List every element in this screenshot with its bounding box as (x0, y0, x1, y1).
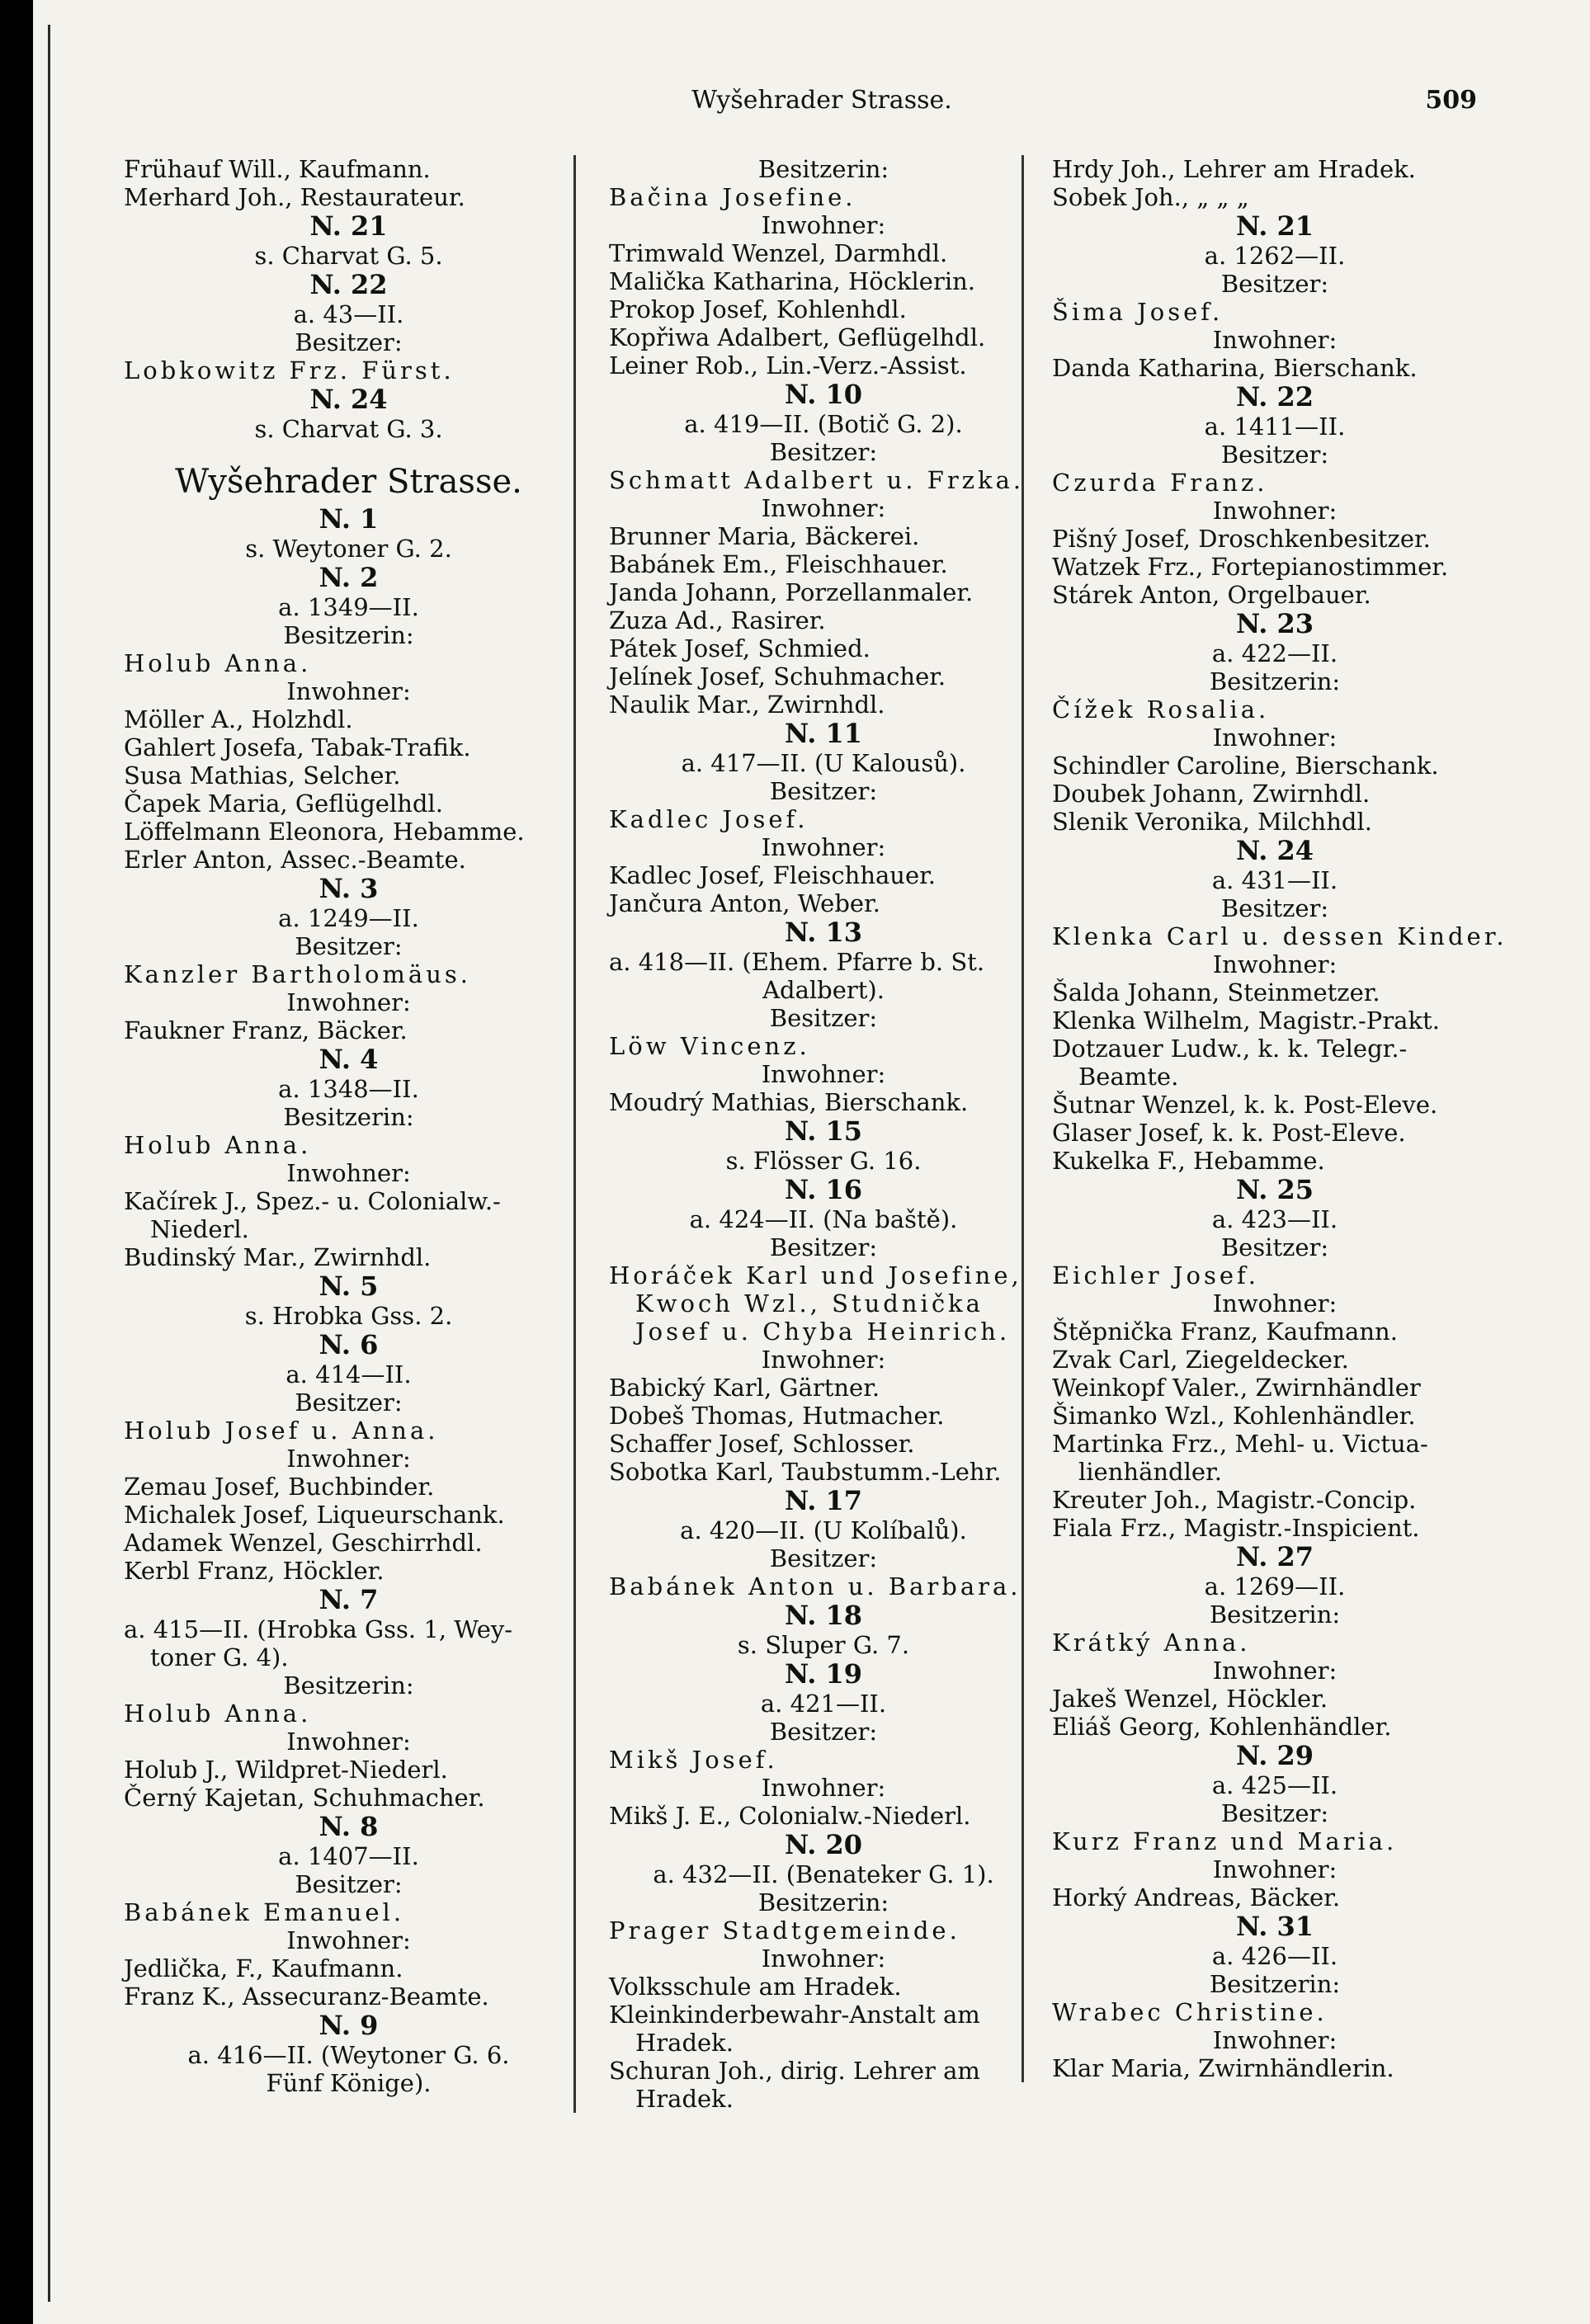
directory-line: Kerbl Franz, Höckler. (124, 1557, 385, 1585)
directory-line: lienhändler. (1078, 1458, 1222, 1486)
directory-line: Löffelmann Eleonora, Hebamme. (124, 818, 525, 846)
directory-line: Hradek. (635, 2085, 734, 2113)
directory-line: Inwohner: (1212, 950, 1338, 978)
directory-line: Erler Anton, Assec.-Beamte. (124, 846, 466, 874)
directory-line: Zvak Carl, Ziegeldecker. (1052, 1346, 1349, 1374)
directory-line: Möller A., Holzhdl. (124, 705, 353, 733)
directory-line: Inwohner: (1212, 497, 1338, 525)
directory-line: Besitzerin: (1209, 667, 1341, 695)
column-2-lines (576, 155, 1038, 2113)
directory-line: Zuza Ad., Rasirer. (609, 606, 826, 634)
directory-line: Kadlec Josef. (609, 805, 809, 833)
directory-line: Klenka Wilhelm, Magistr.-Prakt. (1052, 1006, 1440, 1035)
directory-line: Štěpnička Franz, Kaufmann. (1052, 1318, 1398, 1346)
directory-line: a. 418—II. (Ehem. Pfarre b. St. (609, 948, 985, 976)
house-number: N. 19 (784, 1658, 862, 1690)
directory-line: Hradek. (635, 2029, 734, 2057)
directory-line: Babický Karl, Gärtner. (609, 1374, 880, 1402)
directory-line: Sobotka Karl, Taubstumm.-Lehr. (609, 1458, 1002, 1486)
directory-line: Pátek Josef, Schmied. (609, 634, 870, 662)
directory-line: Babánek Emanuel. (124, 1898, 405, 1926)
column-1-lines (124, 155, 573, 2097)
house-number: N. 10 (784, 379, 862, 410)
directory-line: Kanzler Bartholomäus. (124, 960, 471, 988)
directory-line: Moudrý Mathias, Bierschank. (609, 1088, 969, 1116)
directory-line: a. 421—II. (760, 1690, 887, 1718)
directory-line: Besitzerin: (1209, 1600, 1341, 1629)
directory-line: Stárek Anton, Orgelbauer. (1052, 581, 1371, 609)
directory-line: Naulik Mar., Zwirnhdl. (609, 691, 885, 719)
running-header-title: Wyšehrader Strasse. (691, 86, 952, 115)
directory-line: Besitzer: (769, 1004, 878, 1032)
directory-line: Malička Katharina, Höcklerin. (609, 267, 976, 295)
directory-line: Trimwald Wenzel, Darmhdl. (609, 239, 948, 267)
directory-line: Josef u. Chyba Heinrich. (635, 1318, 1011, 1346)
directory-line: a. 1262—II. (1204, 242, 1346, 270)
directory-line: Inwohner: (1212, 1657, 1338, 1685)
directory-line: Glaser Josef, k. k. Post-Eleve. (1052, 1119, 1406, 1147)
house-number: N. 31 (1235, 1911, 1314, 1942)
directory-line: Inwohner: (761, 211, 886, 239)
section-heading: Wyšehrader Strasse. (175, 463, 522, 501)
house-number: N. 3 (318, 873, 379, 904)
directory-line: Mikš J. E., Colonialw.-Niederl. (609, 1802, 971, 1830)
directory-line: Schmatt Adalbert u. Frzka. (609, 466, 1025, 494)
directory-line: Volksschule am Hradek. (609, 1973, 902, 2001)
directory-line: Michalek Josef, Liqueurschank. (124, 1501, 505, 1529)
directory-line: Besitzer: (1220, 894, 1329, 922)
page-edge-line (48, 25, 50, 2302)
directory-line: Inwohner: (286, 677, 411, 705)
directory-line: Besitzer: (1220, 1233, 1329, 1261)
directory-line: Janda Johann, Porzellanmaler. (609, 578, 974, 606)
directory-line: Černý Kajetan, Schuhmacher. (124, 1784, 485, 1812)
directory-line: Holub Josef u. Anna. (124, 1417, 439, 1445)
directory-line: Besitzer: (769, 777, 878, 805)
directory-line: a. 414—II. (285, 1360, 412, 1388)
house-number: N. 16 (784, 1174, 862, 1205)
directory-line: Faukner Franz, Bäcker. (124, 1016, 408, 1044)
directory-line: Sobek Joh., „ „ „ (1052, 183, 1249, 211)
directory-line: Besitzerin: (283, 621, 414, 649)
directory-line: a. 1269—II. (1204, 1572, 1346, 1600)
directory-line: Besitzer: (295, 328, 403, 356)
directory-line: Inwohner: (286, 1926, 411, 1954)
directory-line: Inwohner: (1212, 724, 1338, 752)
directory-line: Zemau Josef, Buchbinder. (124, 1473, 435, 1501)
directory-line: Dobeš Thomas, Hutmacher. (609, 1402, 945, 1430)
directory-line: Frühauf Will., Kaufmann. (124, 155, 431, 183)
house-number: N. 27 (1235, 1541, 1314, 1572)
directory-line: Löw Vincenz. (609, 1032, 810, 1060)
directory-line: Kukelka F., Hebamme. (1052, 1147, 1325, 1175)
directory-line: toner G. 4). (150, 1643, 289, 1671)
directory-line: a. 1348—II. (278, 1075, 419, 1103)
directory-line: a. 425—II. (1211, 1771, 1338, 1799)
directory-line: Besitzer: (769, 1718, 878, 1746)
directory-line: a. 43—II. (293, 300, 404, 328)
directory-line: Schaffer Josef, Schlosser. (609, 1430, 915, 1458)
directory-line: Besitzer: (1220, 441, 1329, 469)
directory-line: Besitzer: (1220, 270, 1329, 298)
directory-line: Babánek Anton u. Barbara. (609, 1572, 1021, 1600)
house-number: N. 5 (318, 1270, 379, 1302)
directory-line: a. 415—II. (Hrobka Gss. 1, Wey- (124, 1615, 513, 1643)
directory-line: Merhard Joh., Restaurateur. (124, 183, 465, 211)
directory-line: Inwohner: (761, 1060, 886, 1088)
house-number: N. 11 (784, 718, 862, 749)
directory-line: Prokop Josef, Kohlenhdl. (609, 295, 907, 323)
house-number: N. 9 (318, 2010, 379, 2041)
house-number: N. 2 (318, 562, 379, 593)
directory-line: Franz K., Assecuranz-Beamte. (124, 1982, 489, 2011)
directory-line: Holub Anna. (124, 1699, 312, 1728)
directory-line: Inwohner: (761, 1774, 886, 1802)
column-2 (573, 155, 1054, 2113)
directory-line: s. Charvat G. 5. (254, 242, 443, 270)
house-number: N. 8 (318, 1811, 379, 1842)
directory-line: a. 1349—II. (278, 593, 419, 621)
house-number: N. 6 (318, 1329, 379, 1360)
directory-line: Watzek Frz., Fortepianostimmer. (1052, 553, 1449, 581)
directory-line: Inwohner: (1212, 2026, 1338, 2054)
directory-line: a. 423—II. (1211, 1205, 1338, 1233)
directory-line: Mikš Josef. (609, 1746, 778, 1774)
directory-line: Doubek Johann, Zwirnhdl. (1052, 780, 1371, 808)
directory-line: Šalda Johann, Steinmetzer. (1052, 978, 1380, 1006)
directory-line: Besitzer: (295, 1388, 403, 1417)
directory-line: Slenik Veronika, Milchhdl. (1052, 808, 1372, 836)
directory-line: a. 422—II. (1211, 639, 1338, 667)
house-number: N. 15 (784, 1115, 862, 1147)
directory-line: Inwohner: (286, 1445, 411, 1473)
directory-line: Adalbert). (762, 976, 885, 1004)
directory-line: Hrdy Joh., Lehrer am Hradek. (1052, 155, 1416, 183)
directory-line: Adamek Wenzel, Geschirrhdl. (124, 1529, 483, 1557)
directory-line: Eliáš Georg, Kohlenhändler. (1052, 1713, 1392, 1741)
directory-line: Horáček Karl und Josefine, (609, 1261, 1022, 1289)
directory-line: Kreuter Joh., Magistr.-Concip. (1052, 1486, 1417, 1514)
house-number: N. 22 (309, 269, 388, 300)
directory-line: Jančura Anton, Weber. (609, 889, 880, 917)
house-number: N. 29 (1235, 1740, 1314, 1771)
directory-line: Šima Josef. (1052, 298, 1224, 326)
directory-line: Klar Maria, Zwirnhändlerin. (1052, 2054, 1394, 2082)
directory-line: Holub Anna. (124, 649, 312, 677)
directory-line: Horký Andreas, Bäcker. (1052, 1883, 1341, 1912)
directory-line: s. Flösser G. 16. (725, 1147, 922, 1175)
directory-line: Susa Mathias, Selcher. (124, 761, 401, 790)
directory-line: Kleinkinderbewahr-Anstalt am (609, 2001, 980, 2029)
directory-line: Kopřiwa Adalbert, Geflügelhdl. (609, 323, 986, 351)
directory-line: Holub Anna. (124, 1131, 312, 1159)
directory-line: a. 1407—II. (278, 1842, 419, 1870)
house-number: N. 22 (1235, 381, 1314, 412)
house-number: N. 21 (309, 210, 388, 242)
column-1 (124, 155, 573, 2097)
directory-line: Inwohner: (761, 1346, 886, 1374)
house-number: N. 17 (784, 1485, 862, 1516)
directory-line: Jelínek Josef, Schuhmacher. (609, 662, 946, 691)
directory-line: Besitzer: (295, 1870, 403, 1898)
directory-line: Schuran Joh., dirig. Lehrer am (609, 2057, 980, 2085)
directory-line: s. Charvat G. 3. (254, 415, 443, 443)
directory-line: Danda Katharina, Bierschank. (1052, 354, 1418, 382)
directory-line: Klenka Carl u. dessen Kinder. (1052, 922, 1507, 950)
directory-line: a. 416—II. (Weytoner G. 6. (187, 2041, 510, 2069)
directory-line: Šutnar Wenzel, k. k. Post-Eleve. (1052, 1091, 1438, 1119)
directory-line: Wrabec Christine. (1052, 1998, 1328, 2026)
directory-line: Fünf Könige). (266, 2069, 432, 2097)
column-3 (1021, 155, 1511, 2082)
directory-line: a. 432—II. (Benateker G. 1). (653, 1860, 994, 1888)
directory-line: a. 431—II. (1211, 866, 1338, 894)
directory-line: Brunner Maria, Bäckerei. (609, 522, 920, 550)
directory-line: Šimanko Wzl., Kohlenhändler. (1052, 1402, 1416, 1430)
directory-line: Besitzer: (769, 1233, 878, 1261)
house-number: N. 23 (1235, 608, 1314, 639)
house-number: N. 4 (318, 1044, 379, 1075)
directory-line: Besitzerin: (283, 1103, 414, 1131)
directory-line: Prager Stadtgemeinde. (609, 1916, 960, 1945)
house-number: N. 1 (318, 503, 379, 535)
directory-line: Kwoch Wzl., Studnička (635, 1289, 984, 1318)
directory-line: Inwohner: (1212, 1289, 1338, 1318)
directory-line: Besitzer: (769, 438, 878, 466)
directory-line: Besitzerin: (757, 1888, 889, 1916)
directory-line: a. 419—II. (Botič G. 2). (684, 410, 963, 438)
column-3-lines (1024, 155, 1507, 2082)
directory-line: Kačírek J., Spez.- u. Colonialw.- (124, 1187, 501, 1215)
directory-line: Pišný Josef, Droschkenbesitzer. (1052, 525, 1431, 553)
directory-line: Beamte. (1078, 1063, 1179, 1091)
directory-line: Kurz Franz und Maria. (1052, 1827, 1398, 1855)
directory-line: Leiner Rob., Lin.-Verz.-Assist. (609, 351, 967, 379)
directory-line: Bačina Josefine. (609, 183, 856, 211)
house-number: N. 20 (784, 1829, 862, 1860)
directory-line: Inwohner: (1212, 326, 1338, 354)
house-number: N. 25 (1235, 1174, 1314, 1205)
directory-line: a. 426—II. (1211, 1942, 1338, 1970)
directory-line: Inwohner: (286, 988, 411, 1016)
directory-line: Krátký Anna. (1052, 1629, 1251, 1657)
directory-line: Kadlec Josef, Fleischhauer. (609, 861, 937, 889)
directory-line: Dotzauer Ludw., k. k. Telegr.- (1052, 1035, 1408, 1063)
directory-line: Weinkopf Valer., Zwirnhändler (1052, 1374, 1421, 1402)
directory-line: a. 1411—II. (1204, 412, 1346, 441)
directory-line: a. 420—II. (U Kolíbalů). (680, 1516, 967, 1544)
directory-line: Gahlert Josefa, Tabak-Trafik. (124, 733, 471, 761)
directory-line: Czurda Franz. (1052, 469, 1268, 497)
directory-line: Inwohner: (761, 494, 886, 522)
directory-line: Besitzer: (1220, 1799, 1329, 1827)
directory-line: Besitzer: (769, 1544, 878, 1572)
book-page (33, 0, 1590, 2324)
directory-line: Besitzer: (295, 932, 403, 960)
house-number: N. 24 (309, 384, 388, 415)
directory-line: Inwohner: (761, 1945, 886, 1973)
directory-line: Inwohner: (761, 833, 886, 861)
house-number: N. 24 (1235, 835, 1314, 866)
directory-line: Inwohner: (286, 1728, 411, 1756)
directory-line: Fiala Frz., Magistr.-Inspicient. (1052, 1514, 1420, 1542)
directory-line: s. Hrobka Gss. 2. (244, 1302, 453, 1330)
page-number: 509 (1425, 86, 1477, 115)
directory-line: Inwohner: (286, 1159, 411, 1187)
directory-line: Inwohner: (1212, 1855, 1338, 1883)
directory-line: Jakeš Wenzel, Höckler. (1052, 1685, 1328, 1713)
directory-line: Besitzerin: (283, 1671, 414, 1699)
house-number: N. 7 (318, 1584, 379, 1615)
directory-line: Martinka Frz., Mehl- u. Victua- (1052, 1430, 1428, 1458)
directory-line: Babánek Em., Fleischhauer. (609, 550, 948, 578)
directory-line: Jedlička, F., Kaufmann. (124, 1954, 403, 1982)
directory-line: Čapek Maria, Geflügelhdl. (124, 790, 443, 818)
directory-line: s. Sluper G. 7. (737, 1631, 910, 1659)
directory-line: Budinský Mar., Zwirnhdl. (124, 1243, 432, 1271)
directory-line: a. 1249—II. (278, 904, 419, 932)
directory-line: s. Weytoner G. 2. (245, 535, 452, 563)
directory-line: Besitzerin: (757, 155, 889, 183)
house-number: N. 13 (784, 917, 862, 948)
directory-line: Holub J., Wildpret-Niederl. (124, 1756, 448, 1784)
directory-line: Čížek Rosalia. (1052, 695, 1270, 724)
directory-line: Besitzerin: (1209, 1970, 1341, 1998)
house-number: N. 21 (1235, 210, 1314, 242)
directory-line: Schindler Caroline, Bierschank. (1052, 752, 1439, 780)
directory-line: a. 417—II. (U Kalousů). (681, 749, 966, 777)
directory-line: Niederl. (150, 1215, 249, 1243)
directory-line: Lobkowitz Frz. Fürst. (124, 356, 455, 384)
directory-line: a. 424—II. (Na baště). (689, 1205, 958, 1233)
directory-line: Eichler Josef. (1052, 1261, 1259, 1289)
house-number: N. 18 (784, 1600, 862, 1631)
